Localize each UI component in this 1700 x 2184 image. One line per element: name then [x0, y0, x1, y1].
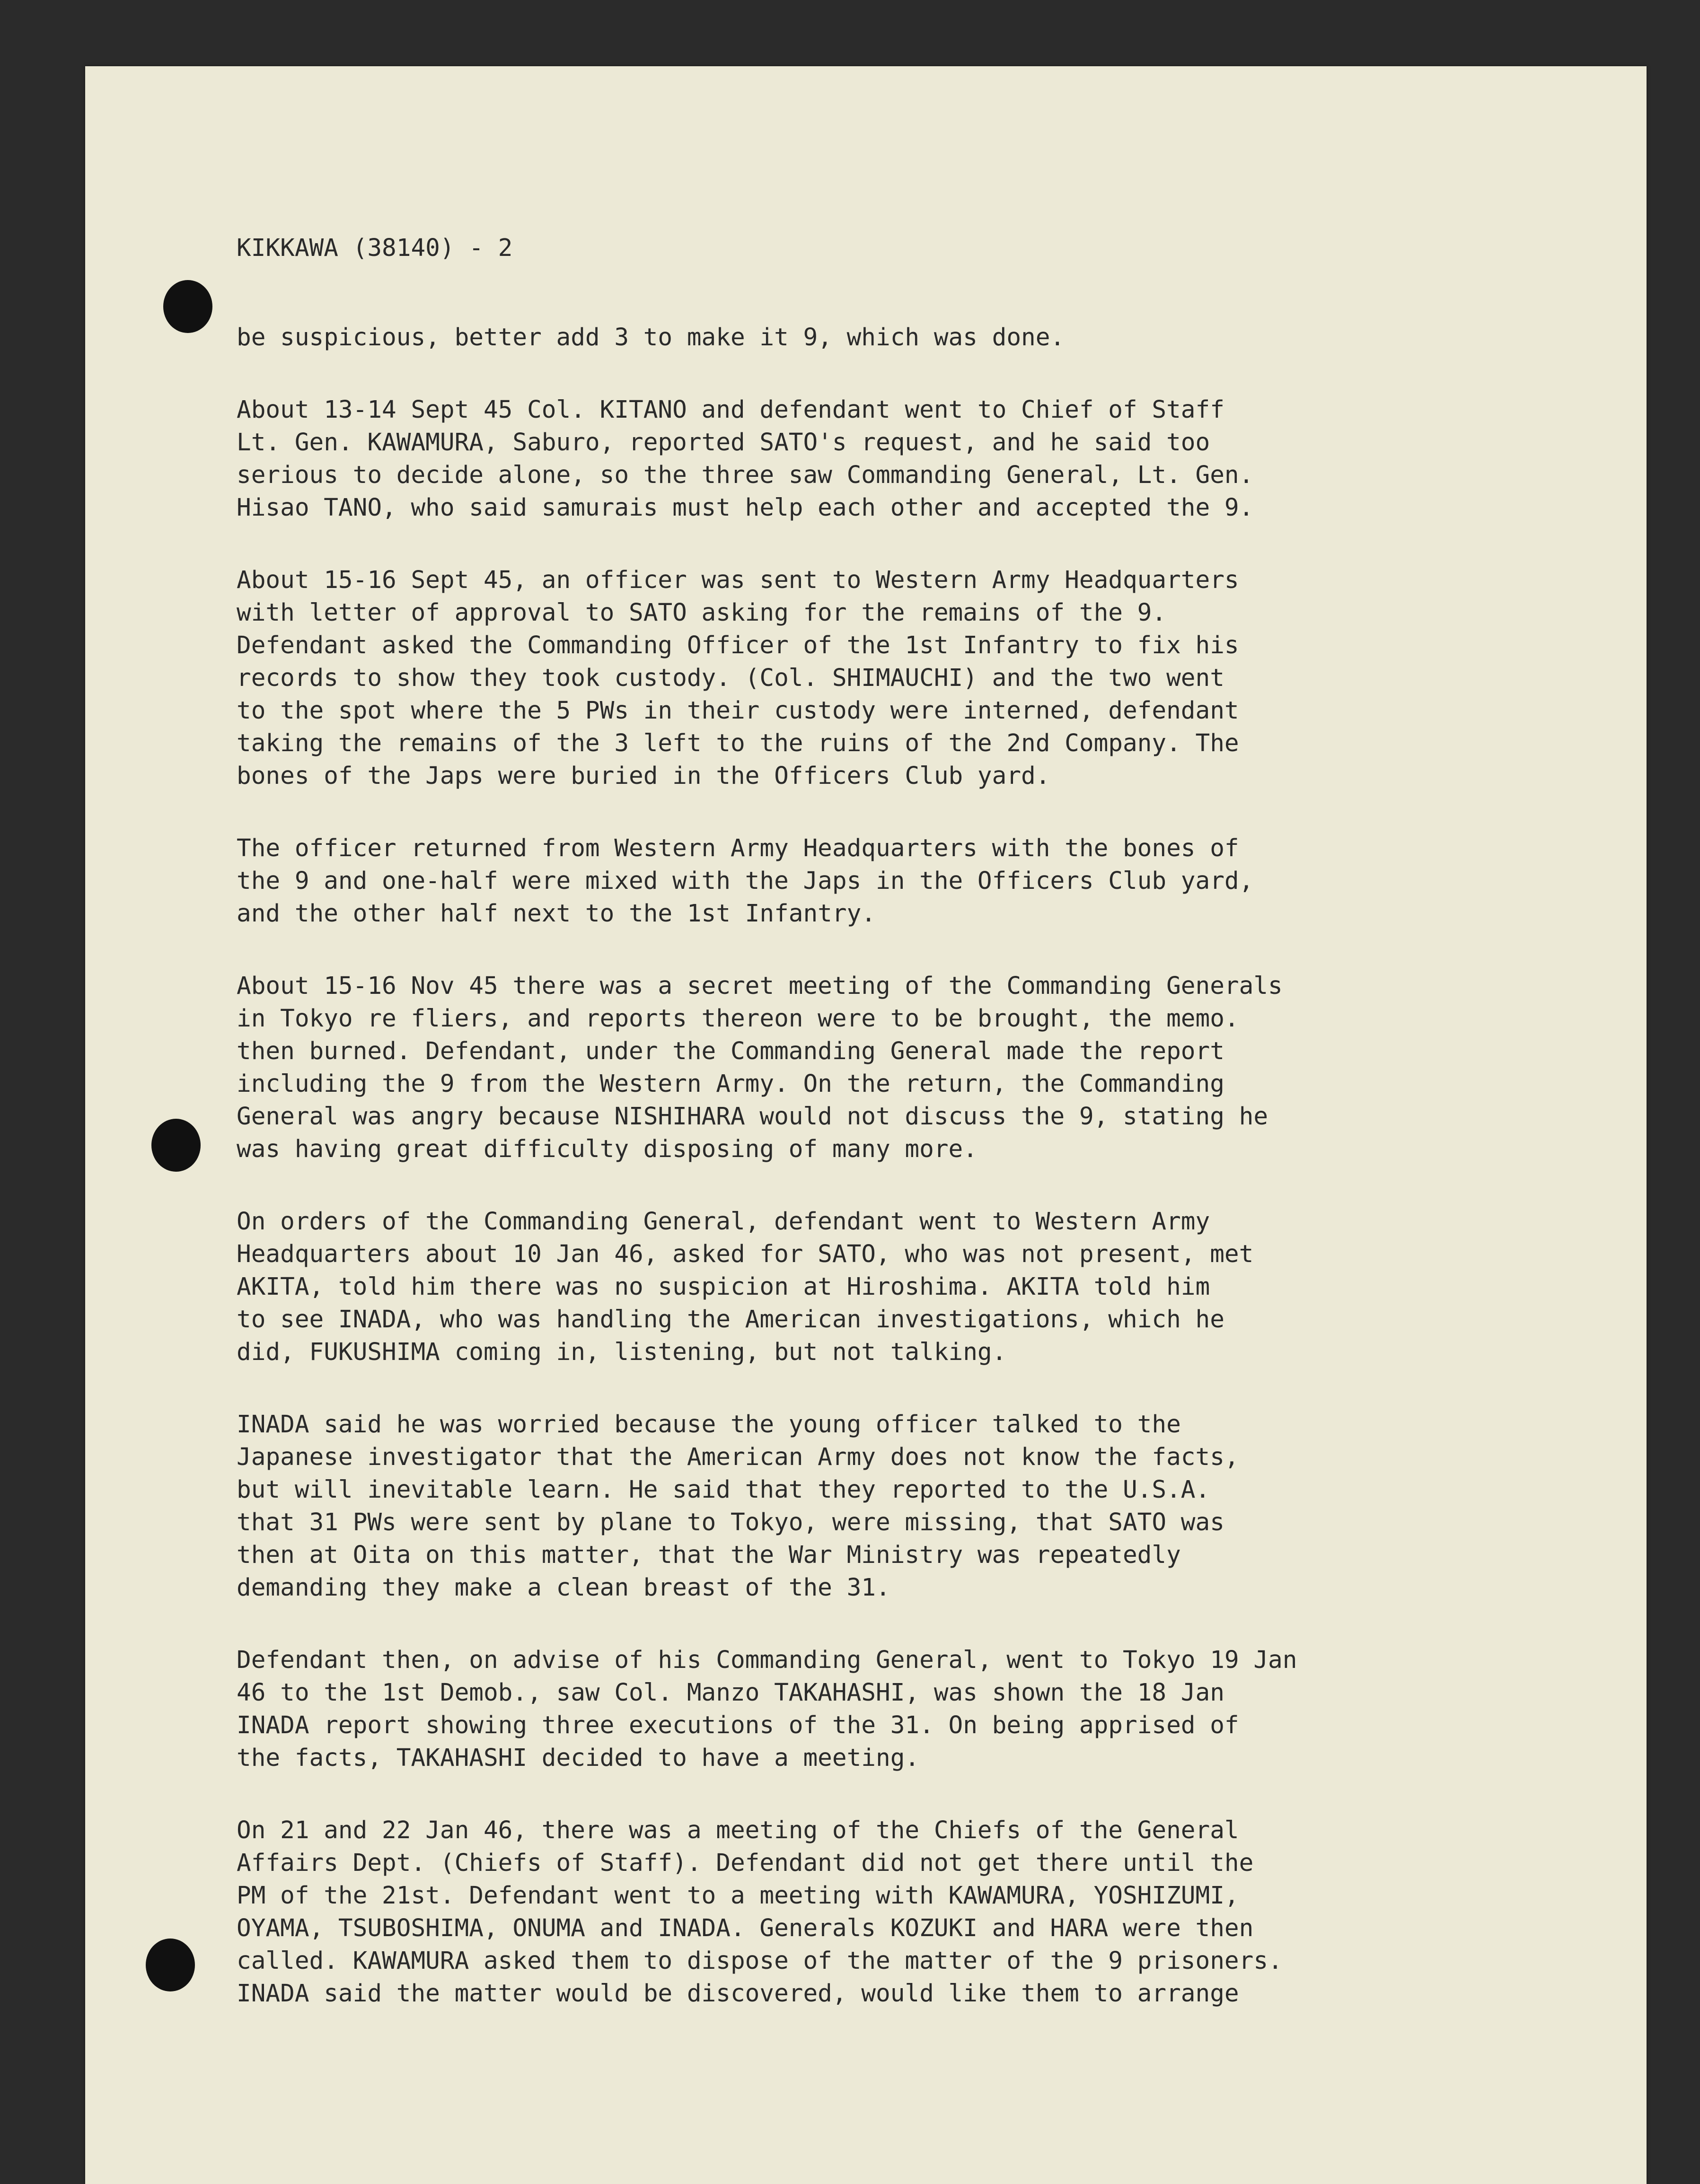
text-line: called. KAWAMURA asked them to dispose of the matter of the 9 prisoners. — [237, 1947, 1283, 1975]
text-line: bones of the Japs were buried in the Officers Club yard. — [237, 762, 1050, 790]
text-line: INADA report showing three executions of the 31. On being apprised of — [237, 1711, 1239, 1739]
text-line: then burned. Defendant, under the Commanding General made the report — [237, 1037, 1224, 1065]
paragraph — [237, 1408, 1524, 1604]
punch-hole — [163, 280, 212, 333]
paragraph — [237, 321, 1524, 354]
text-line: the 9 and one-half were mixed with the Japs in the Officers Club yard, — [237, 867, 1254, 895]
text-line: be suspicious, better add 3 to make it 9, which was done. — [237, 324, 1065, 351]
text-line: records to show they took custody. (Col. SHIMAUCHI) and the two went — [237, 664, 1224, 692]
paragraph — [237, 1205, 1524, 1368]
paragraph — [237, 564, 1524, 792]
text-line: demanding they make a clean breast of the 31. — [237, 1574, 890, 1602]
text-line: 46 to the 1st Demob., saw Col. Manzo TAKAHASHI, was shown the 18 Jan — [237, 1679, 1224, 1707]
paragraph — [237, 832, 1524, 930]
text-line: On orders of the Commanding General, defendant went to Western Army — [237, 1208, 1210, 1236]
text-line: On 21 and 22 Jan 46, there was a meeting of the Chiefs of the General — [237, 1816, 1239, 1844]
text-line: then at Oita on this matter, that the War Ministry was repeatedly — [237, 1541, 1181, 1569]
document-body — [237, 232, 1524, 2050]
text-line: About 15-16 Sept 45, an officer was sent to Western Army Headquarters — [237, 566, 1239, 594]
text-line: General was angry because NISHIHARA would not discuss the 9, stating he — [237, 1103, 1268, 1131]
paragraph — [237, 394, 1524, 524]
text-line: including the 9 from the Western Army. On the return, the Commanding — [237, 1070, 1224, 1098]
paragraph — [237, 1814, 1524, 2010]
text-line: Affairs Dept. (Chiefs of Staff). Defendant did not get there until the — [237, 1849, 1254, 1877]
document-heading: KIKKAWA (38140) - 2 — [237, 234, 513, 262]
text-line: The officer returned from Western Army Headquarters with the bones of — [237, 834, 1239, 862]
text-line: PM of the 21st. Defendant went to a meeting with KAWAMURA, YOSHIZUMI, — [237, 1882, 1239, 1910]
text-line: and the other half next to the 1st Infantry. — [237, 900, 876, 928]
text-line: with letter of approval to SATO asking for the remains of the 9. — [237, 599, 1167, 627]
text-line: OYAMA, TSUBOSHIMA, ONUMA and INADA. Generals KOZUKI and HARA were then — [237, 1914, 1254, 1942]
text-line: but will inevitable learn. He said that they reported to the U.S.A. — [237, 1476, 1210, 1504]
text-line: About 15-16 Nov 45 there was a secret meeting of the Commanding Generals — [237, 972, 1283, 1000]
text-line: Headquarters about 10 Jan 46, asked for SATO, who was not present, met — [237, 1240, 1254, 1268]
punch-hole — [146, 1938, 195, 1991]
text-line: the facts, TAKAHASHI decided to have a meeting. — [237, 1744, 920, 1772]
text-line: Hisao TANO, who said samurais must help each other and accepted the 9. — [237, 494, 1254, 522]
text-line: to see INADA, who was handling the American investigations, which he — [237, 1306, 1224, 1333]
text-line: INADA said he was worried because the young officer talked to the — [237, 1411, 1181, 1438]
text-line: Japanese investigator that the American Army does not know the facts, — [237, 1443, 1239, 1471]
text-line: Lt. Gen. KAWAMURA, Saburo, reported SATO's request, and he said too — [237, 429, 1210, 456]
text-line: About 13-14 Sept 45 Col. KITANO and defendant went to Chief of Staff — [237, 396, 1224, 424]
paragraph — [237, 970, 1524, 1166]
text-line: did, FUKUSHIMA coming in, listening, but not talking. — [237, 1338, 1007, 1366]
text-line: AKITA, told him there was no suspicion at Hiroshima. AKITA told him — [237, 1273, 1210, 1301]
text-line: Defendant then, on advise of his Commanding General, went to Tokyo 19 Jan — [237, 1646, 1297, 1674]
text-line: that 31 PWs were sent by plane to Tokyo, were missing, that SATO was — [237, 1509, 1224, 1536]
paragraph — [237, 1644, 1524, 1774]
text-line: was having great difficulty disposing of many more. — [237, 1135, 978, 1163]
text-line: to the spot where the 5 PWs in their custody were interned, defendant — [237, 697, 1239, 725]
text-line: in Tokyo re fliers, and reports thereon were to be brought, the memo. — [237, 1005, 1239, 1033]
text-line: Defendant asked the Commanding Officer of the 1st Infantry to fix his — [237, 632, 1239, 659]
punch-hole — [151, 1119, 201, 1172]
text-line: taking the remains of the 3 left to the ruins of the 2nd Company. The — [237, 729, 1239, 757]
text-line: INADA said the matter would be discovered, would like them to arrange — [237, 1980, 1239, 2008]
text-line: serious to decide alone, so the three saw Commanding General, Lt. Gen. — [237, 461, 1254, 489]
